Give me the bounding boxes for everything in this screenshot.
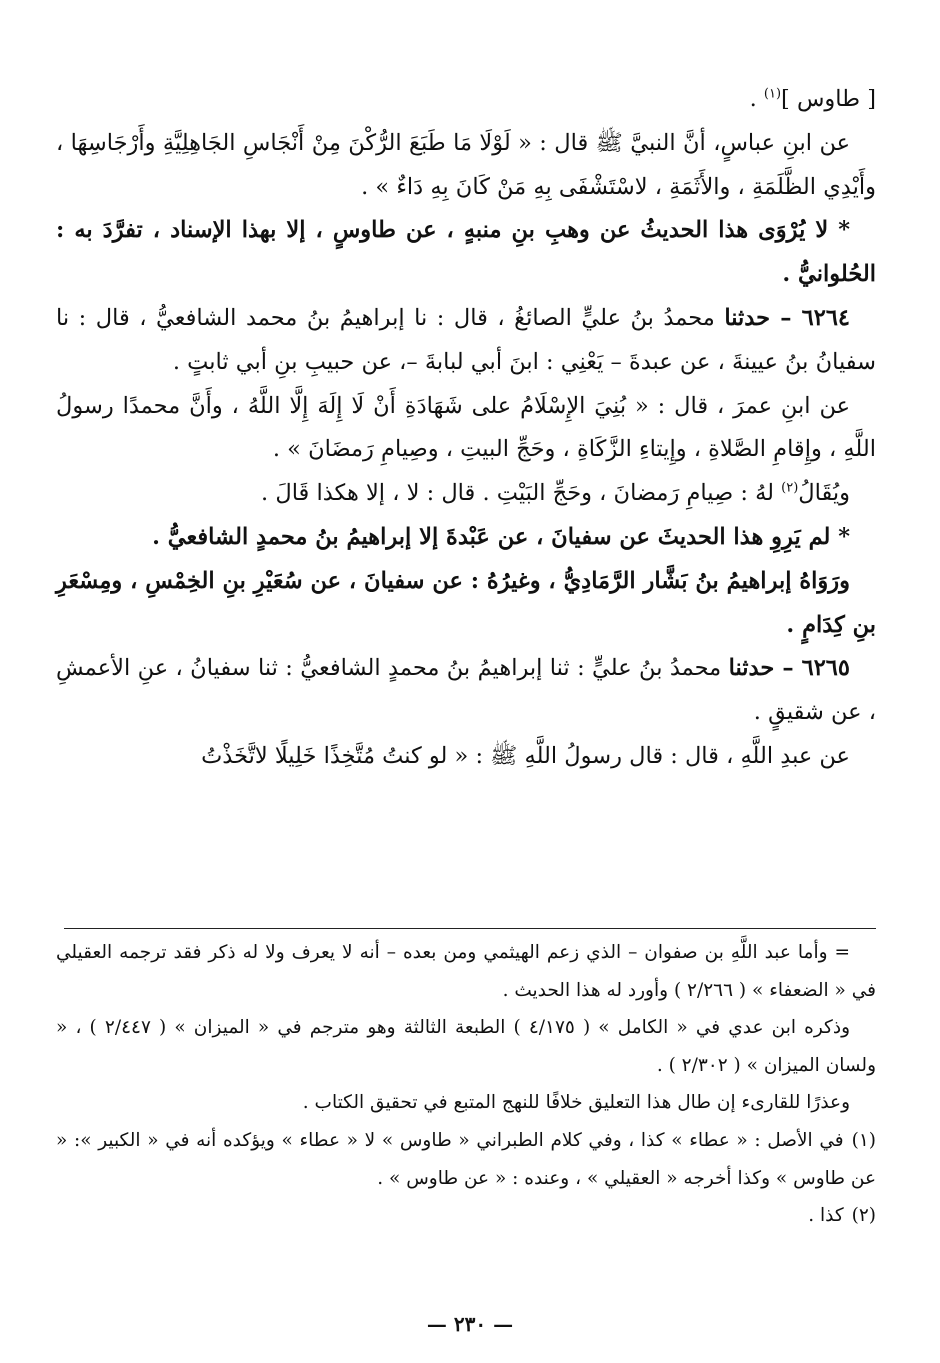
footnote-number: (٢) bbox=[851, 1205, 876, 1227]
footnote-mark: (٢) bbox=[781, 480, 799, 496]
footnote-continuation: = وأما عبد اللَّهِ بن صفوان – الذي زعم الهيثمي ومن بعده – أنه لا يعرف ولا له ذكر فقد ترجمه العقيلي في « الضعفاء » ( ٢/٢٦٦ ) وأورد له هذا الحديث . bbox=[56, 942, 876, 1001]
hadith-number: ٦٢٦٤ – حدثنا bbox=[724, 304, 850, 331]
footnote-separator bbox=[64, 928, 876, 929]
editor-note: * لا يُرْوَى هذا الحديثُ عن وهبِ بنِ منبهٍ ، عن طاوسٍ ، إلا بهذا الإسناد ، تفرَّدَ به : الحُلوانيُّ . bbox=[56, 217, 876, 288]
hadith-text: عن ابنِ عباسٍ، أنَّ النبيَّ ﷺ قال : « لَوْلَا مَا طَبَعَ الرُّكْنَ مِنْ أَنْجَاسِ الجَاهِلِيَّةِ وأَرْجَاسِهَا ، وأَيْدِي الظَّلَمَةِ ، والأَثَمَةِ ، لاسْتَشْفَى بِهِ مَنْ كَانَ بِهِ دَاءٌ » . bbox=[56, 129, 876, 200]
hadith-isnad: ٦٢٦٥ – حدثنا محمدُ بنُ عليٍّ : ثنا إبراهيمُ بنُ محمدٍ الشافعيُّ : ثنا سفيانُ ، عنِ الأعمشِ ، عن شقيقٍ . bbox=[56, 655, 876, 726]
footnote-1: (١)في الأصل : « عطاء » كذا ، وفي كلام الطبراني « طاوس » لا « عطاء » ويؤكده أنه في « الكبير »: « عن طاوس » وكذا أخرجه « العقيلي » ، وعنده : « عن طاوس » . bbox=[56, 1122, 876, 1197]
continued-line: [ طاوس ]$^{(١)}$ . bbox=[749, 86, 876, 112]
footnote-continuation: وعذرًا للقارىء إن طال هذا التعليق خلافًا للنهج المتبع في تحقيق الكتاب . bbox=[302, 1092, 850, 1114]
footnote-continuation: وذكره ابن عدي في « الكامل » ( ٤/١٧٥ ) الطبعة الثالثة وهو مترجم في « الميزان » ( ٢/٤٤٧ ) ، « ولسان الميزان » ( ٢/٣٠٢ ) . bbox=[56, 1017, 876, 1076]
hadith-number: ٦٢٦٥ – حدثنا bbox=[728, 655, 850, 682]
hadith-text: عن عبدِ اللَّهِ ، قال : قال رسولُ اللَّهِ ﷺ : « لو كنتُ مُتَّخِذًا خَلِيلًا لاتَّخَذْتُ bbox=[201, 742, 850, 769]
hadith-addendum: ويُقَالُ$^{(٢)}$ لهُ : صِيامِ رَمضانَ ، وحَجِّ البَيْتِ . قال : لا ، إلا هكذا قَالَ . bbox=[261, 480, 850, 507]
footnotes bbox=[56, 934, 876, 1235]
editor-note: * لم يَرِوِ هذا الحديثَ عن سفيانَ ، عن عَبْدةَ إلا إبراهيمُ بنُ محمدٍ الشافعيُّ . bbox=[152, 523, 850, 550]
hadith-isnad: ٦٢٦٤ – حدثنا محمدُ بنُ عليٍّ الصائغُ ، قال : نا إبراهيمُ بنُ محمد الشافعيُّ ، قال : نا سفيانُ بنُ عيينةَ ، عن عبدةَ – يَعْنِي : ابنَ أبي لبابةَ –، عن حبيبِ بنِ أبي ثابتٍ . bbox=[56, 304, 876, 375]
main-text bbox=[56, 78, 876, 779]
page-number: — ٢٣٠ — bbox=[426, 1312, 514, 1336]
footnote-number: (١) bbox=[851, 1129, 876, 1151]
footnote-mark: (١) bbox=[763, 86, 782, 102]
editor-note: ورَوَاهُ إبراهيمُ بنُ بَشَّار الرَّمَادِيُّ ، وغيرُهُ : عن سفيانَ ، عن سُعَيْرِ بنِ الخِمْسِ ، ومِسْعَرِ بنِ كِدَامٍ . bbox=[56, 567, 876, 638]
footnote-2: (٢)كذا . bbox=[56, 1197, 876, 1235]
hadith-text: عن ابنِ عمرَ ، قال : « بُنِيَ الإِسْلَامُ على شَهَادَةِ أَنْ لَا إِلَهَ إِلَّا اللَّهُ ، وأَنَّ محمدًا رسولُ اللَّهِ ، وإِقامِ الصَّلاةِ ، وإِيتاءِ الزَّكَاةِ ، وحَجِّ البيتِ ، وصِيامِ رَمضَانَ » . bbox=[56, 392, 876, 463]
